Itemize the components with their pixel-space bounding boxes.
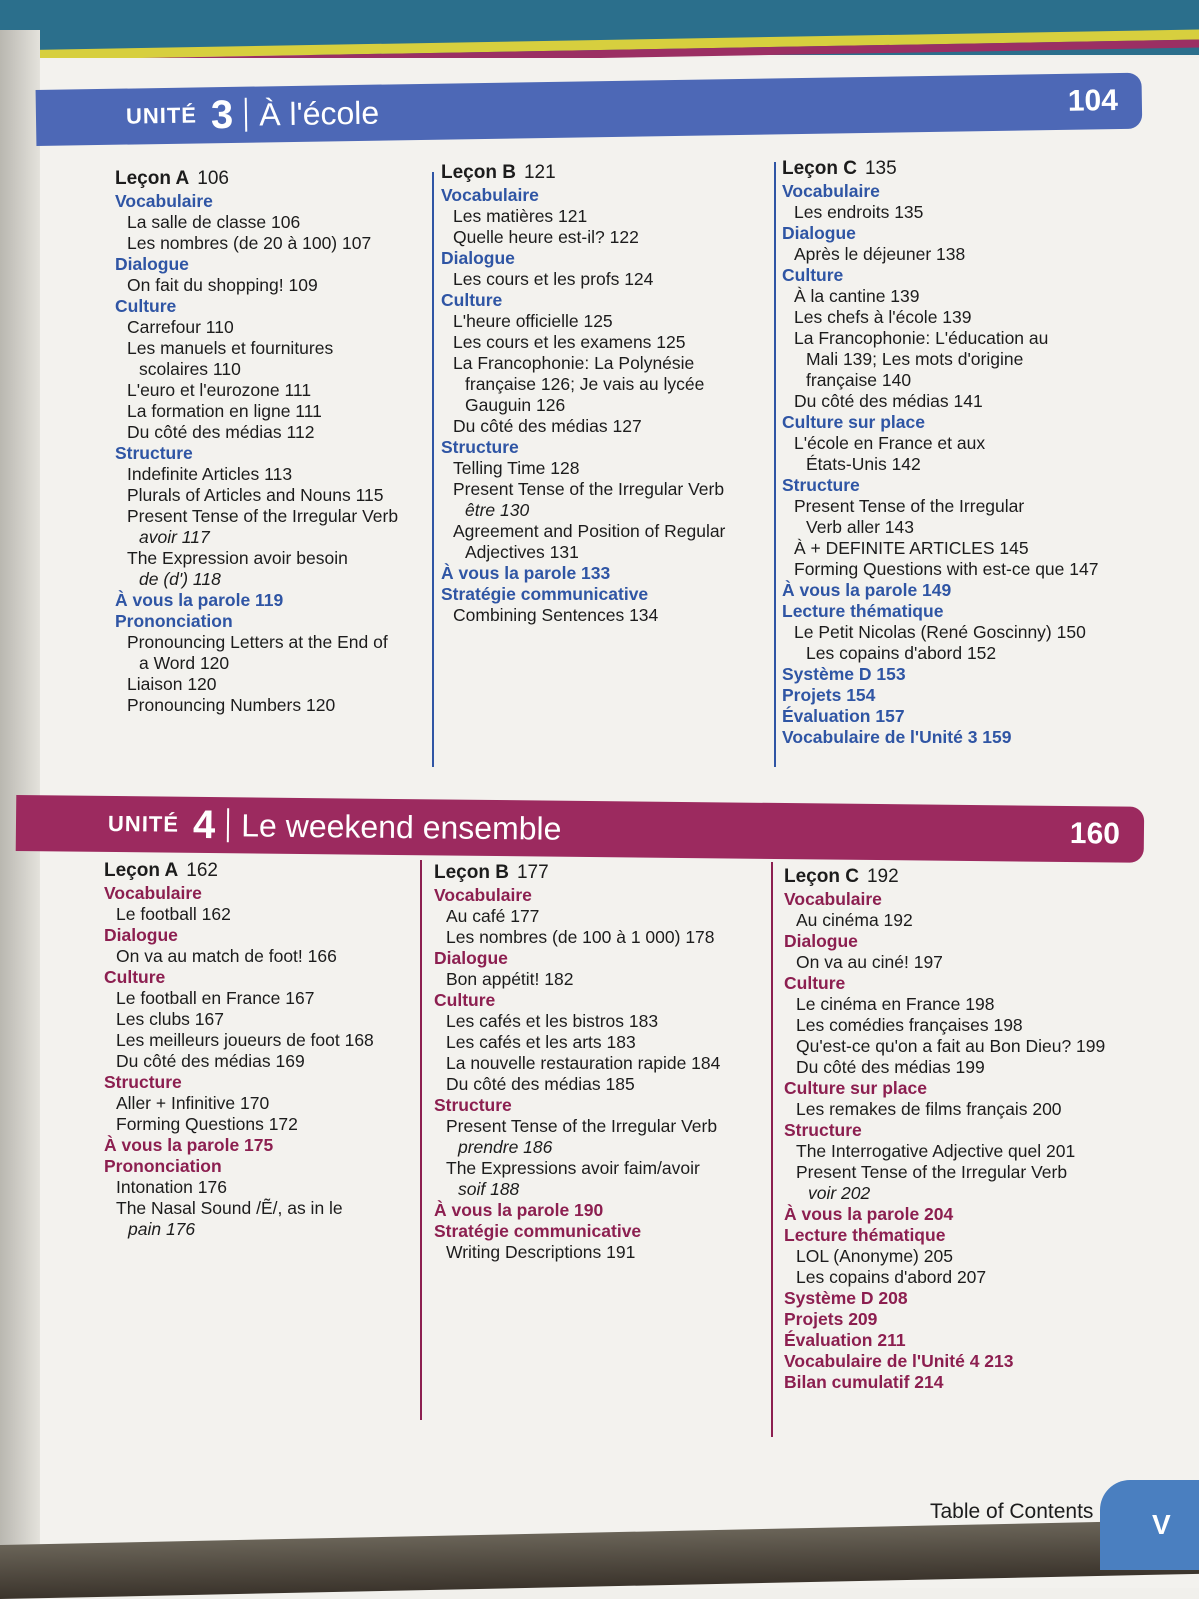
toc-entry: Les remakes de films français 200 (796, 1099, 1062, 1119)
toc-entry: Telling Time 128 (453, 458, 580, 478)
toc-entry: The Expression avoir besoin (127, 548, 348, 568)
toc-entry: Forming Questions 172 (116, 1114, 298, 1134)
toc-entry: soif 188 (458, 1179, 520, 1199)
toc-entry: scolaires 110 (139, 359, 241, 379)
page-number-tab (1100, 1480, 1199, 1570)
toc-entry: La nouvelle restauration rapide 184 (446, 1053, 721, 1073)
toc-entry: Les cafés et les arts 183 (446, 1032, 636, 1052)
section-heading: Dialogue (104, 925, 178, 945)
section-heading: À vous la parole 149 (782, 580, 952, 600)
toc-entry: On va au match de foot! 166 (116, 946, 337, 966)
section-heading: Vocabulaire de l'Unité 4 213 (784, 1351, 1014, 1371)
section-heading: Dialogue (115, 254, 189, 274)
column-rule (420, 860, 422, 1420)
toc-entry: Les manuels et fournitures (127, 338, 334, 358)
unit-word: UNITÉ (107, 810, 180, 837)
section-heading: Structure (104, 1072, 182, 1092)
toc-entry: États-Unis 142 (806, 454, 921, 474)
toc-entry: L'heure officielle 125 (453, 311, 613, 331)
section-heading: À vous la parole 204 (784, 1204, 954, 1224)
lecon-page: 192 (866, 866, 899, 887)
section-heading: Lecture thématique (784, 1225, 946, 1245)
toc-entry: Le Petit Nicolas (René Goscinny) 150 (794, 622, 1086, 642)
section-heading: Évaluation 211 (784, 1330, 906, 1350)
toc-entry: La salle de classe 106 (127, 212, 301, 232)
toc-entry: Du côté des médias 185 (446, 1074, 635, 1094)
section-heading: Projets 154 (782, 685, 876, 705)
toc-entry: The Nasal Sound /Ẽ/, as in le (116, 1198, 343, 1218)
toc-entry: Quelle heure est-il? 122 (453, 227, 639, 247)
lecon-name: Leçon A (104, 860, 179, 881)
toc-entry: Les matières 121 (453, 206, 588, 226)
toc-entry: a Word 120 (139, 653, 230, 673)
toc-entry: Gauguin 126 (465, 395, 566, 415)
unit-3-lecon-a-column (115, 168, 415, 716)
unit-4-banner (16, 795, 1145, 863)
toc-entry: Present Tense of the Irregular Verb (453, 479, 725, 499)
toc-entry: être 130 (465, 500, 530, 520)
toc-entry: Le cinéma en France 198 (796, 994, 995, 1014)
unit-title: À l'école (258, 94, 380, 132)
toc-entry: L'euro et l'eurozone 111 (127, 380, 312, 400)
section-heading: Culture (115, 296, 177, 316)
section-heading: Culture sur place (782, 412, 925, 432)
section-heading: Dialogue (434, 948, 508, 968)
toc-entry: Agreement and Position of Regular (453, 521, 726, 541)
toc-entry: Au café 177 (446, 906, 540, 926)
column-rule (774, 162, 776, 767)
toc-entry: Les endroits 135 (794, 202, 924, 222)
lecon-title (434, 862, 764, 883)
section-heading: Structure (441, 437, 519, 457)
lecon-page: 177 (516, 862, 549, 883)
section-heading: Culture sur place (784, 1078, 927, 1098)
unit-4-lecon-a-column (104, 860, 414, 1240)
toc-entry: La formation en ligne 111 (127, 401, 322, 421)
toc-entry: Carrefour 110 (127, 317, 234, 337)
toc-entry: Les comédies françaises 198 (796, 1015, 1023, 1035)
section-heading: Stratégie communicative (434, 1221, 642, 1241)
section-heading: Système D 153 (782, 664, 906, 684)
toc-entry: Les copains d'abord 207 (796, 1267, 987, 1287)
toc-entry: Present Tense of the Irregular Verb (127, 506, 399, 526)
toc-entry: Plurals of Articles and Nouns 115 (127, 485, 384, 505)
toc-entry: La Francophonie: L'éducation au (794, 328, 1049, 348)
toc-entry: Pronouncing Letters at the End of (127, 632, 388, 652)
column-rule (771, 862, 773, 1437)
section-heading: Projets 209 (784, 1309, 878, 1329)
toc-entry: avoir 117 (139, 527, 210, 547)
toc-entry: de (d') 118 (139, 569, 221, 589)
toc-entry: À + DEFINITE ARTICLES 145 (794, 538, 1029, 558)
section-heading: À vous la parole 133 (441, 563, 611, 583)
section-heading: Dialogue (784, 931, 858, 951)
lecon-page: 121 (523, 162, 556, 183)
toc-entry: Les meilleurs joueurs de foot 168 (116, 1030, 374, 1050)
lecon-name: Leçon C (782, 158, 857, 179)
toc-entry: Les cours et les examens 125 (453, 332, 686, 352)
section-heading: Vocabulaire de l'Unité 3 159 (782, 727, 1012, 747)
section-heading: Évaluation 157 (782, 706, 905, 726)
lecon-title (441, 162, 761, 183)
section-heading: Structure (434, 1095, 512, 1115)
lecon-page: 162 (186, 860, 218, 881)
toc-entry: Liaison 120 (127, 674, 217, 694)
toc-entry: Après le déjeuner 138 (794, 244, 966, 264)
toc-entry: À la cantine 139 (794, 286, 920, 306)
toc-entry: Du côté des médias 112 (127, 422, 315, 442)
banner-divider (245, 98, 248, 132)
section-heading: Dialogue (441, 248, 515, 268)
section-heading: À vous la parole 190 (434, 1200, 604, 1220)
unit-page-number: 104 (1067, 84, 1119, 118)
toc-entry: Les nombres (de 20 à 100) 107 (127, 233, 372, 253)
lecon-page: 106 (197, 168, 229, 189)
toc-entry: Present Tense of the Irregular (794, 496, 1025, 516)
toc-entry: Intonation 176 (116, 1177, 227, 1197)
lecon-name: Leçon B (434, 862, 509, 883)
unit-number: 4 (192, 802, 216, 847)
section-heading: Dialogue (782, 223, 856, 243)
toc-entry: Qu'est-ce qu'on a fait au Bon Dieu? 199 (796, 1036, 1106, 1056)
toc-entry: Les copains d'abord 152 (806, 643, 997, 663)
section-heading: Structure (784, 1120, 862, 1140)
toc-entry: The Expressions avoir faim/avoir (446, 1158, 700, 1178)
lecon-name: Leçon B (441, 162, 516, 183)
section-heading: Culture (434, 990, 496, 1010)
unit-4-lecon-c-column (784, 866, 1144, 1393)
section-heading: Vocabulaire (784, 889, 882, 909)
toc-entry: La Francophonie: La Polynésie (453, 353, 695, 373)
section-heading: Stratégie communicative (441, 584, 649, 604)
lecon-name: Leçon A (115, 168, 190, 189)
unit-title: Le weekend ensemble (241, 806, 562, 847)
toc-entry: Du côté des médias 141 (794, 391, 983, 411)
toc-entry: On va au ciné! 197 (796, 952, 943, 972)
toc-entry: Les cours et les profs 124 (453, 269, 654, 289)
section-heading: Vocabulaire (434, 885, 532, 905)
toc-entry: Forming Questions with est-ce que 147 (794, 559, 1099, 579)
lecon-title (784, 866, 1144, 887)
toc-entry: LOL (Anonyme) 205 (796, 1246, 953, 1266)
lecon-title (104, 860, 414, 881)
section-heading: Culture (441, 290, 503, 310)
toc-entry: française 140 (806, 370, 912, 390)
section-heading: Vocabulaire (441, 185, 539, 205)
toc-entry: Les chefs à l'école 139 (794, 307, 972, 327)
column-rule (432, 172, 434, 767)
unit-3-lecon-b-column (441, 162, 761, 626)
lecon-page: 135 (864, 158, 897, 179)
toc-entry: Le football 162 (116, 904, 231, 924)
toc-entry: Les cafés et les bistros 183 (446, 1011, 659, 1031)
section-heading: Lecture thématique (782, 601, 944, 621)
section-heading: Structure (782, 475, 860, 495)
section-heading: À vous la parole 119 (115, 590, 284, 610)
unit-3-lecon-c-column (782, 158, 1142, 748)
footer-label: Table of Contents (930, 1500, 1094, 1523)
banner-divider (227, 808, 229, 842)
toc-entry: voir 202 (808, 1183, 871, 1203)
page-roman-numeral: V (1152, 1509, 1171, 1540)
unit-number: 3 (210, 92, 234, 137)
toc-entry: Du côté des médias 127 (453, 416, 642, 436)
toc-entry: Writing Descriptions 191 (446, 1242, 636, 1262)
section-heading: Vocabulaire (782, 181, 880, 201)
unit-4-lecon-b-column (434, 862, 764, 1263)
toc-entry: Combining Sentences 134 (453, 605, 659, 625)
unit-word: UNITÉ (125, 102, 198, 129)
section-heading: Vocabulaire (115, 191, 213, 211)
section-heading: Système D 208 (784, 1288, 908, 1308)
toc-entry: Aller + Infinitive 170 (116, 1093, 270, 1113)
toc-entry: Au cinéma 192 (796, 910, 913, 930)
toc-entry: Mali 139; Les mots d'origine (806, 349, 1024, 369)
toc-entry: The Interrogative Adjective quel 201 (796, 1141, 1076, 1161)
lecon-title (782, 158, 1142, 179)
toc-entry: pain 176 (128, 1219, 196, 1239)
toc-entry: On fait du shopping! 109 (127, 275, 318, 295)
section-heading: Structure (115, 443, 193, 463)
section-heading: Prononciation (115, 611, 233, 631)
section-heading: À vous la parole 175 (104, 1135, 274, 1155)
toc-entry: française 126; Je vais au lycée (465, 374, 705, 394)
toc-entry: Les nombres (de 100 à 1 000) 178 (446, 927, 715, 947)
toc-entry: Le football en France 167 (116, 988, 315, 1008)
lecon-name: Leçon C (784, 866, 859, 887)
toc-entry: Indefinite Articles 113 (127, 464, 293, 484)
toc-entry: Verb aller 143 (806, 517, 914, 537)
section-heading: Culture (782, 265, 844, 285)
toc-entry: Du côté des médias 199 (796, 1057, 985, 1077)
toc-entry: Adjectives 131 (465, 542, 579, 562)
section-heading: Prononciation (104, 1156, 222, 1176)
section-heading: Culture (104, 967, 166, 987)
lecon-title (115, 168, 415, 189)
toc-entry: Du côté des médias 169 (116, 1051, 305, 1071)
toc-entry: Les clubs 167 (116, 1009, 224, 1029)
toc-entry: Bon appétit! 182 (446, 969, 574, 989)
toc-entry: prendre 186 (458, 1137, 553, 1157)
toc-entry: Present Tense of the Irregular Verb (446, 1116, 718, 1136)
section-heading: Vocabulaire (104, 883, 202, 903)
section-heading: Culture (784, 973, 846, 993)
unit-page-number: 160 (1069, 817, 1121, 851)
section-heading: Bilan cumulatif 214 (784, 1372, 944, 1392)
toc-entry: L'école en France et aux (794, 433, 986, 453)
toc-entry: Pronouncing Numbers 120 (127, 695, 336, 715)
toc-entry: Present Tense of the Irregular Verb (796, 1162, 1068, 1182)
